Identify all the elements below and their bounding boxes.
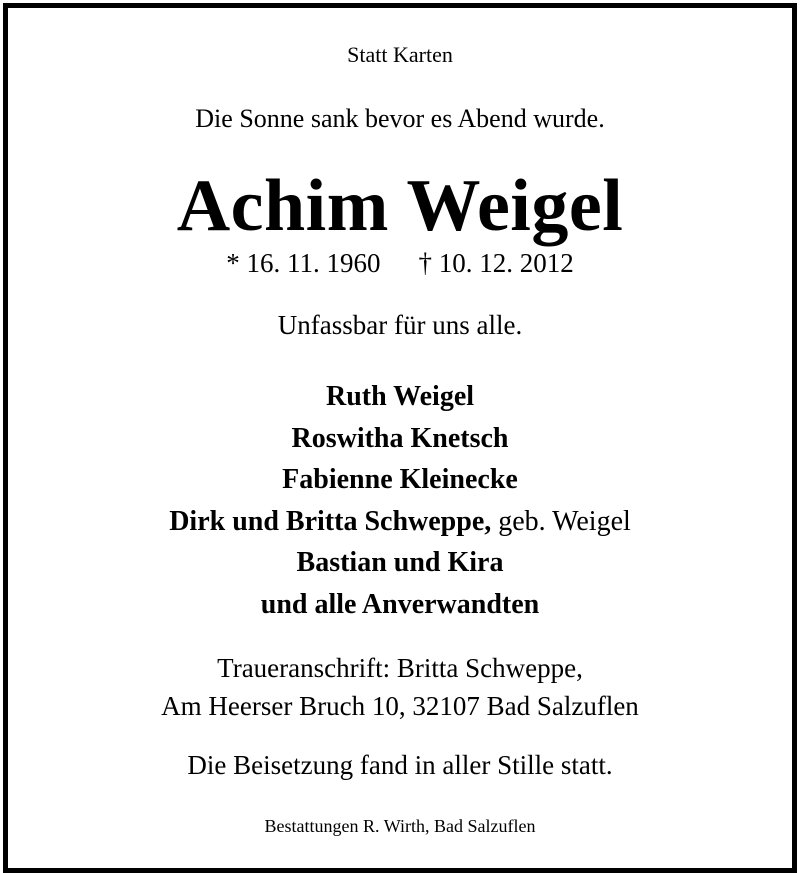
deceased-name: Achim Weigel: [176, 165, 624, 247]
mourner-name: Dirk und Britta Schweppe,: [169, 505, 492, 537]
obituary-border: [3, 3, 797, 873]
mourner-note: geb. Weigel: [498, 505, 631, 537]
death-date: † 10. 12. 2012: [418, 248, 574, 278]
motto-text: Die Sonne sank bevor es Abend wurde.: [195, 104, 605, 133]
mourner-line: [8, 501, 792, 543]
mourner-name: Bastian und Kira: [296, 547, 504, 578]
birth-date: * 16. 11. 1960: [226, 248, 381, 278]
mourner-name: Fabienne Kleinecke: [282, 464, 518, 495]
funeral-note: Die Beisetzung fand in aller Stille statt.: [187, 750, 613, 780]
mourning-address: [8, 649, 792, 725]
mourners-list: [8, 376, 792, 625]
mourner-name: Roswitha Knetsch: [291, 422, 509, 454]
mourner-name: und alle Anverwandten: [260, 588, 540, 620]
mourner-name: Ruth Weigel: [325, 381, 475, 412]
header-text: Statt Karten: [347, 42, 453, 67]
tagline-text: Unfassbar für uns alle.: [277, 310, 523, 340]
undertaker-text: Bestattungen R. Wirth, Bad Salzuflen: [264, 816, 536, 836]
address-line-1: Traueranschrift: Britta Schweppe,: [217, 653, 583, 683]
life-dates: [8, 248, 792, 279]
address-line-2: Am Heerser Bruch 10, 32107 Bad Salzuflen: [161, 691, 639, 721]
